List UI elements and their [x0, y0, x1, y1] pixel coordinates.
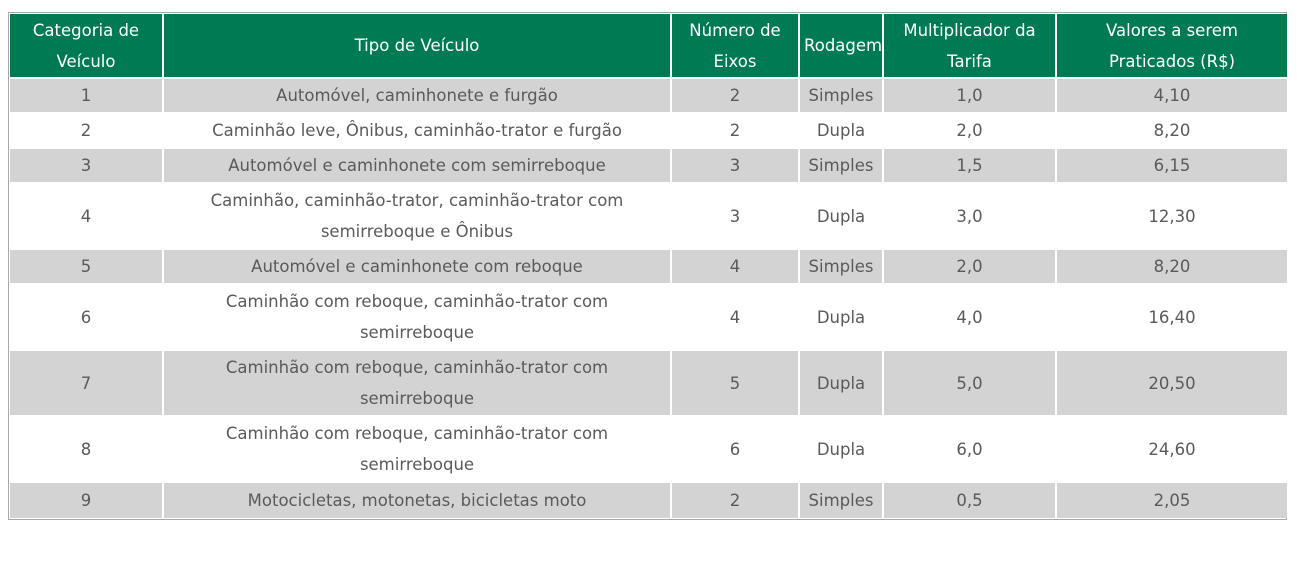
cell-vehicle-type: Caminhão, caminhão-trator, caminhão-trator com semirreboque e Ônibus [164, 184, 670, 250]
cell-price: 8,20 [1057, 114, 1287, 149]
cell-price: 8,20 [1057, 250, 1287, 285]
cell-price: 4,10 [1057, 79, 1287, 114]
cell-vehicle-type: Automóvel e caminhonete com reboque [164, 250, 670, 285]
cell-wheel-type: Dupla [800, 417, 882, 483]
cell-wheel-type: Simples [800, 250, 882, 285]
cell-wheel-type: Dupla [800, 351, 882, 417]
cell-category: 5 [10, 250, 162, 285]
cell-vehicle-type: Caminhão com reboque, caminhão-trator com semirreboque [164, 351, 670, 417]
cell-price: 16,40 [1057, 285, 1287, 351]
cell-tariff-multiplier: 1,0 [884, 79, 1055, 114]
table-row [10, 351, 1287, 417]
cell-wheel-type: Simples [800, 79, 882, 114]
table-row [10, 250, 1287, 285]
header-axle-count: Número de Eixos [672, 14, 798, 79]
cell-tariff-multiplier: 6,0 [884, 417, 1055, 483]
cell-vehicle-type: Caminhão com reboque, caminhão-trator com semirreboque [164, 417, 670, 483]
header-category: Categoria de Veículo [10, 14, 162, 79]
cell-axle-count: 2 [672, 79, 798, 114]
cell-vehicle-type: Caminhão leve, Ônibus, caminhão-trator e furgão [164, 114, 670, 149]
cell-tariff-multiplier: 3,0 [884, 184, 1055, 250]
cell-axle-count: 2 [672, 114, 798, 149]
cell-tariff-multiplier: 4,0 [884, 285, 1055, 351]
cell-category: 1 [10, 79, 162, 114]
cell-axle-count: 3 [672, 149, 798, 184]
cell-wheel-type: Dupla [800, 184, 882, 250]
table-row [10, 417, 1287, 483]
cell-axle-count: 6 [672, 417, 798, 483]
toll-rates-table-container [8, 12, 1287, 520]
table-row [10, 149, 1287, 184]
cell-category: 3 [10, 149, 162, 184]
cell-wheel-type: Simples [800, 483, 882, 518]
cell-axle-count: 5 [672, 351, 798, 417]
cell-category: 8 [10, 417, 162, 483]
cell-wheel-type: Dupla [800, 285, 882, 351]
header-price: Valores a serem Praticados (R$) [1057, 14, 1287, 79]
cell-axle-count: 2 [672, 483, 798, 518]
header-tariff-multiplier: Multiplicador da Tarifa [884, 14, 1055, 79]
cell-category: 2 [10, 114, 162, 149]
cell-price: 6,15 [1057, 149, 1287, 184]
header-vehicle-type: Tipo de Veículo [164, 14, 670, 79]
table-row [10, 114, 1287, 149]
cell-axle-count: 4 [672, 250, 798, 285]
table-body [10, 79, 1287, 518]
cell-category: 9 [10, 483, 162, 518]
cell-vehicle-type: Automóvel e caminhonete com semirreboque [164, 149, 670, 184]
cell-tariff-multiplier: 2,0 [884, 114, 1055, 149]
cell-tariff-multiplier: 5,0 [884, 351, 1055, 417]
cell-category: 4 [10, 184, 162, 250]
cell-price: 2,05 [1057, 483, 1287, 518]
cell-tariff-multiplier: 0,5 [884, 483, 1055, 518]
cell-category: 6 [10, 285, 162, 351]
header-row [10, 14, 1287, 79]
cell-wheel-type: Simples [800, 149, 882, 184]
cell-wheel-type: Dupla [800, 114, 882, 149]
table-header [10, 14, 1287, 79]
cell-price: 20,50 [1057, 351, 1287, 417]
cell-vehicle-type: Automóvel, caminhonete e furgão [164, 79, 670, 114]
cell-category: 7 [10, 351, 162, 417]
header-wheel-type: Rodagem [800, 14, 882, 79]
cell-axle-count: 3 [672, 184, 798, 250]
table-row [10, 184, 1287, 250]
cell-axle-count: 4 [672, 285, 798, 351]
table-row [10, 483, 1287, 518]
cell-vehicle-type: Motocicletas, motonetas, bicicletas moto [164, 483, 670, 518]
cell-vehicle-type: Caminhão com reboque, caminhão-trator com semirreboque [164, 285, 670, 351]
toll-rates-table [8, 14, 1289, 518]
cell-price: 12,30 [1057, 184, 1287, 250]
cell-tariff-multiplier: 1,5 [884, 149, 1055, 184]
table-row [10, 285, 1287, 351]
cell-tariff-multiplier: 2,0 [884, 250, 1055, 285]
table-row [10, 79, 1287, 114]
cell-price: 24,60 [1057, 417, 1287, 483]
